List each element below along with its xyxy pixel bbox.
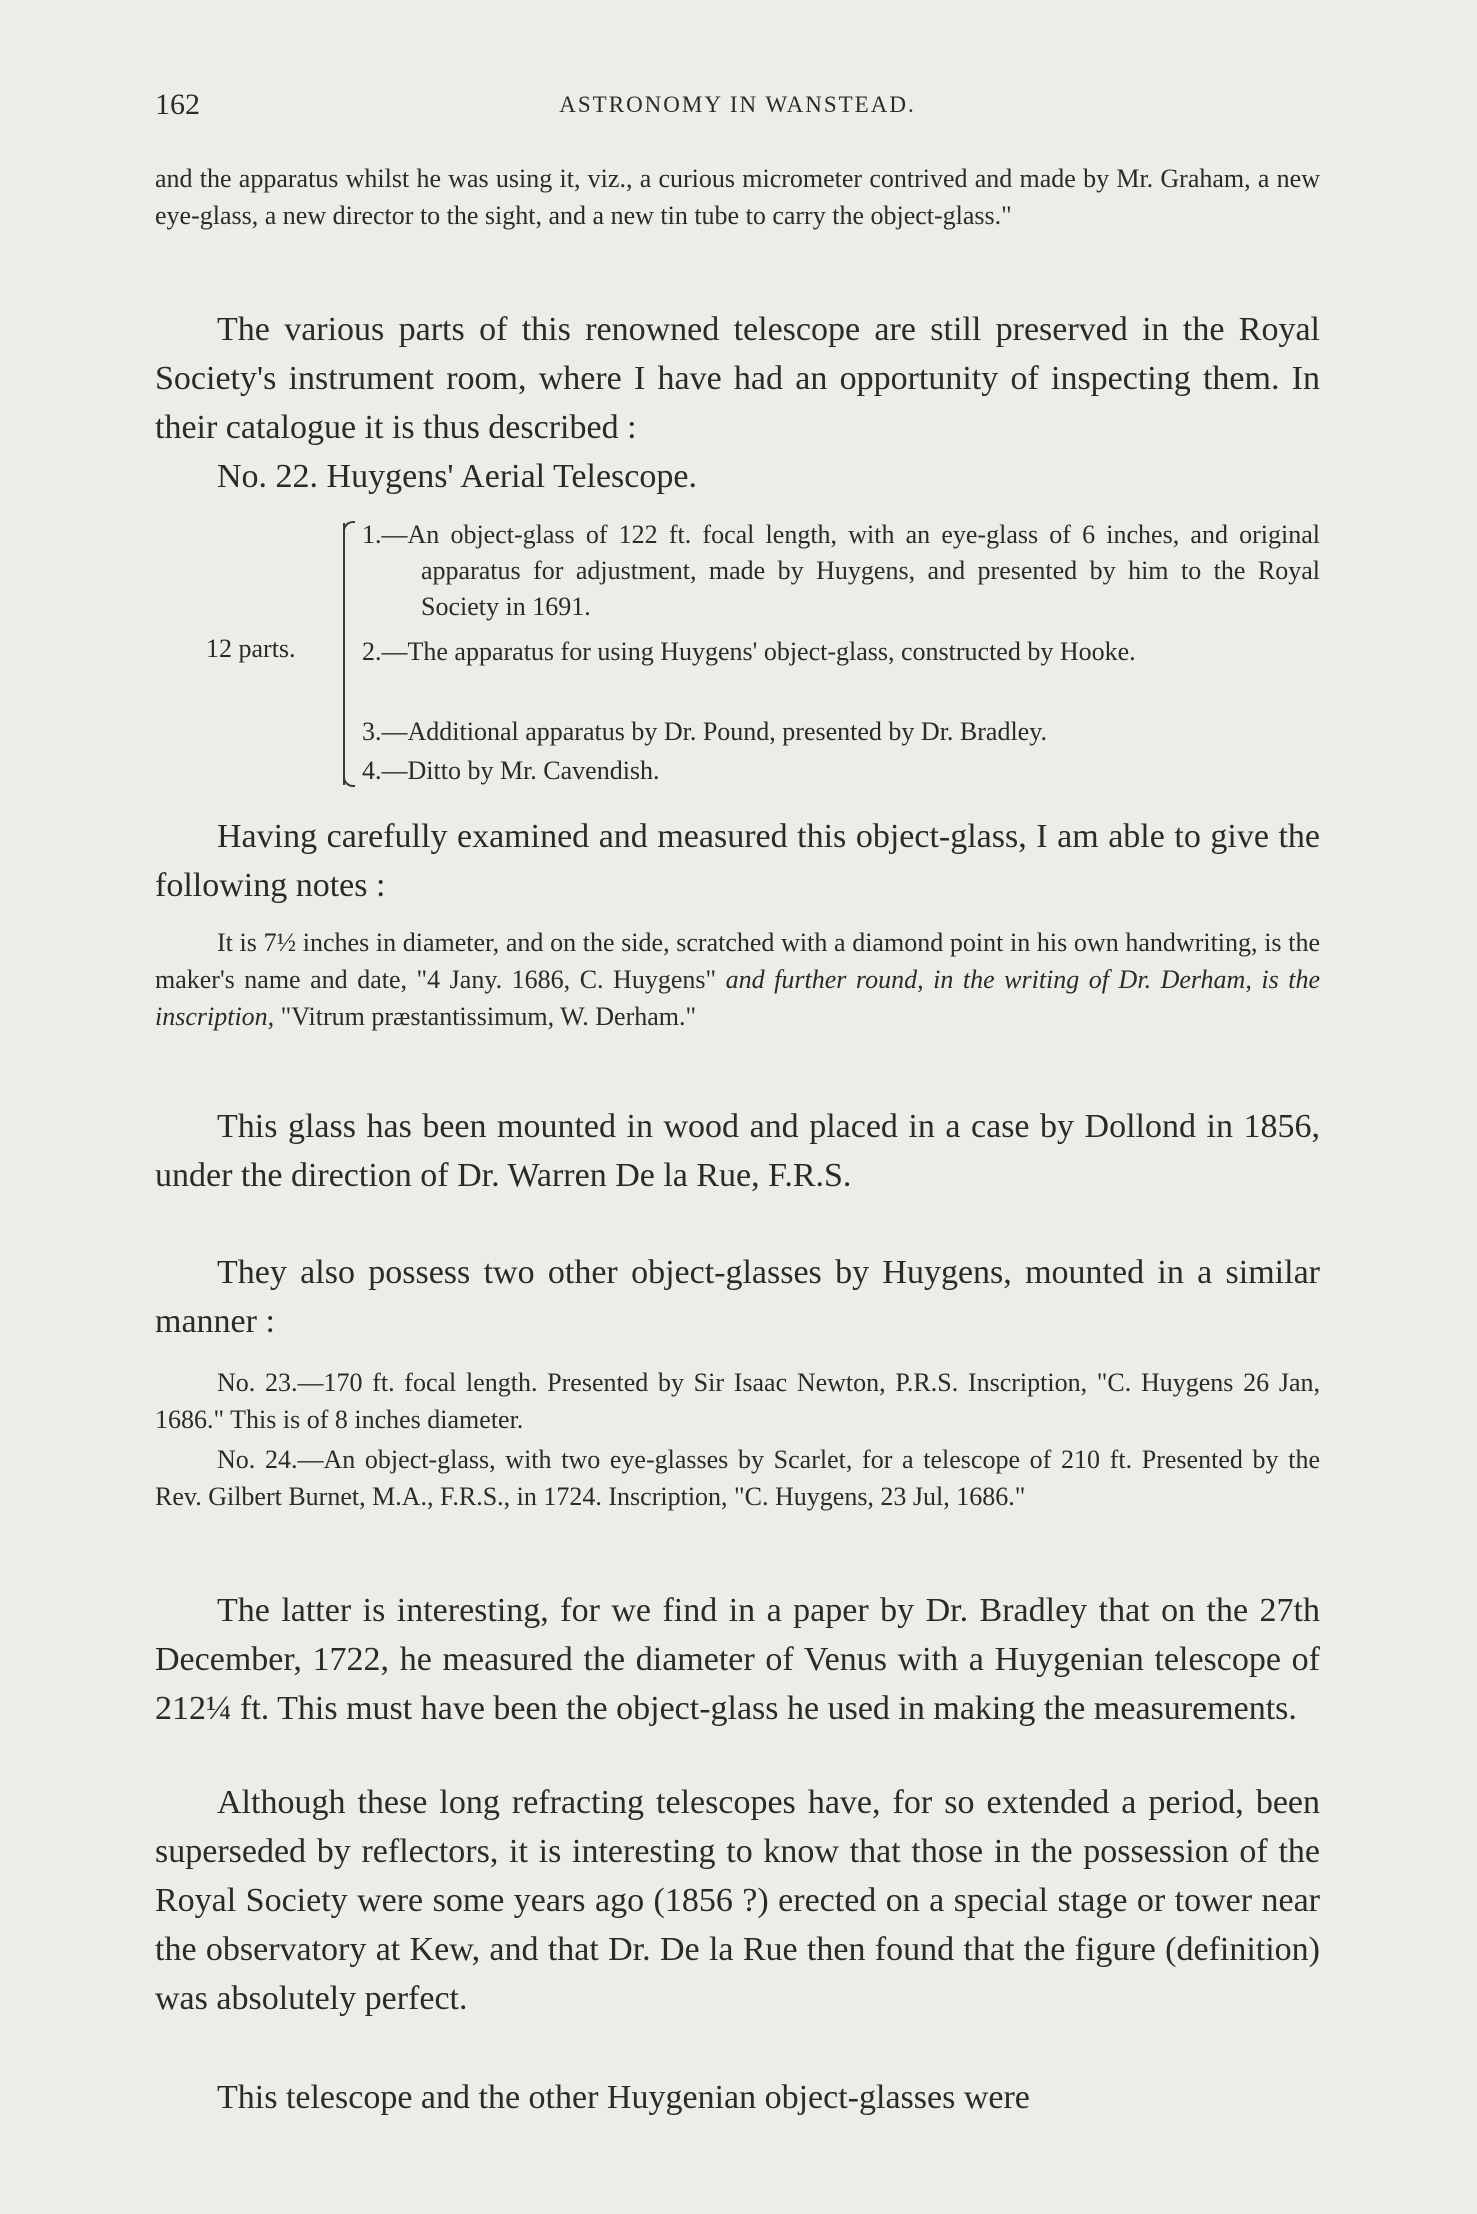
catalogue-item-4: 4.—Ditto by Mr. Cavendish.: [362, 756, 660, 785]
catalogue-heading: No. 22. Huygens' Aerial Telescope.: [217, 458, 697, 495]
note-roman-text: It is 7½ inches in diameter, and on the side, scratched with a diamond point in his own handwriting, is the maker's name and date, "4 Jany. 1686, C. Huygens": [155, 928, 1320, 994]
parts-label: 12 parts.: [206, 634, 296, 663]
entry-no-23: No. 23.—170 ft. focal length. Presented by Sir Isaac Newton, P.R.S. Inscription, "C. Huygens 26 Jan, 1686." This is of 8 inches diameter.: [155, 1368, 1320, 1434]
page-header: [155, 88, 1320, 128]
paragraph-examined: Having carefully examined and measured this object-glass, I am able to give the following notes :: [155, 818, 1320, 904]
catalogue-item-1: 1.—An object-glass of 122 ft. focal length, with an eye-glass of 6 inches, and original apparatus for adjustment, made by Huygens, and presented by him to the Royal Society in 1691.: [362, 520, 1320, 621]
catalogue-item-3: 3.—Additional apparatus by Dr. Pound, presented by Dr. Bradley.: [362, 717, 1048, 746]
running-head: ASTRONOMY IN WANSTEAD.: [559, 92, 916, 117]
entry-no-24: No. 24.—An object-glass, with two eye-glasses by Scarlet, for a telescope of 210 ft. Presented by the Rev. Gilbert Burnet, M.A., F.R.S., in 1724. Inscription, "C. Huygens, 23 Jul, 1686.": [155, 1445, 1320, 1511]
paragraph-diameter-note: [155, 924, 1320, 1035]
paragraph-other-glasses: They also possess two other object-glasses by Huygens, mounted in a similar manner :: [155, 1254, 1320, 1340]
note-italic-text: and further round, in the writing of Dr. Derham, is the inscription,: [155, 965, 1320, 1031]
note-inscription-text: "Vitrum præstantissimum, W. Derham.": [280, 1002, 697, 1031]
paragraph-telescope-parts: The various parts of this renowned telescope are still preserved in the Royal Society's instrument room, where I have had an opportunity of inspecting them. In their catalogue it is thus described :: [155, 311, 1320, 446]
paragraph-final: This telescope and the other Huygenian object-glasses were: [217, 2079, 1030, 2116]
catalogue-item-2: 2.—The apparatus for using Huygens' object-glass, constructed by Hooke.: [362, 637, 1136, 666]
curly-brace-icon: [343, 523, 359, 785]
page-number: 162: [155, 88, 200, 121]
paragraph-refracting: Although these long refracting telescopes have, for so extended a period, been superseded by reflectors, it is interesting to know that those in the possession of the Royal Society were some years ago (1856 ?) erected on a special stage or tower near the observatory at Kew, and that Dr. De la Rue then found that the figure (definition) was absolutely perfect.: [155, 1784, 1320, 2017]
paragraph-continuation: and the apparatus whilst he was using it, viz., a curious micrometer contrived and made by Mr. Graham, a new eye-glass, a new director to the sight, and a new tin tube to carry the object-glass.": [155, 164, 1320, 230]
paragraph-bradley: The latter is interesting, for we find in a paper by Dr. Bradley that on the 27th December, 1722, he measured the diameter of Venus with a Huygenian telescope of 212¼ ft. This must have been the object-glass he used in making the measurements.: [155, 1592, 1320, 1727]
paragraph-mounted: This glass has been mounted in wood and placed in a case by Dollond in 1856, under the direction of Dr. Warren De la Rue, F.R.S.: [155, 1108, 1320, 1194]
